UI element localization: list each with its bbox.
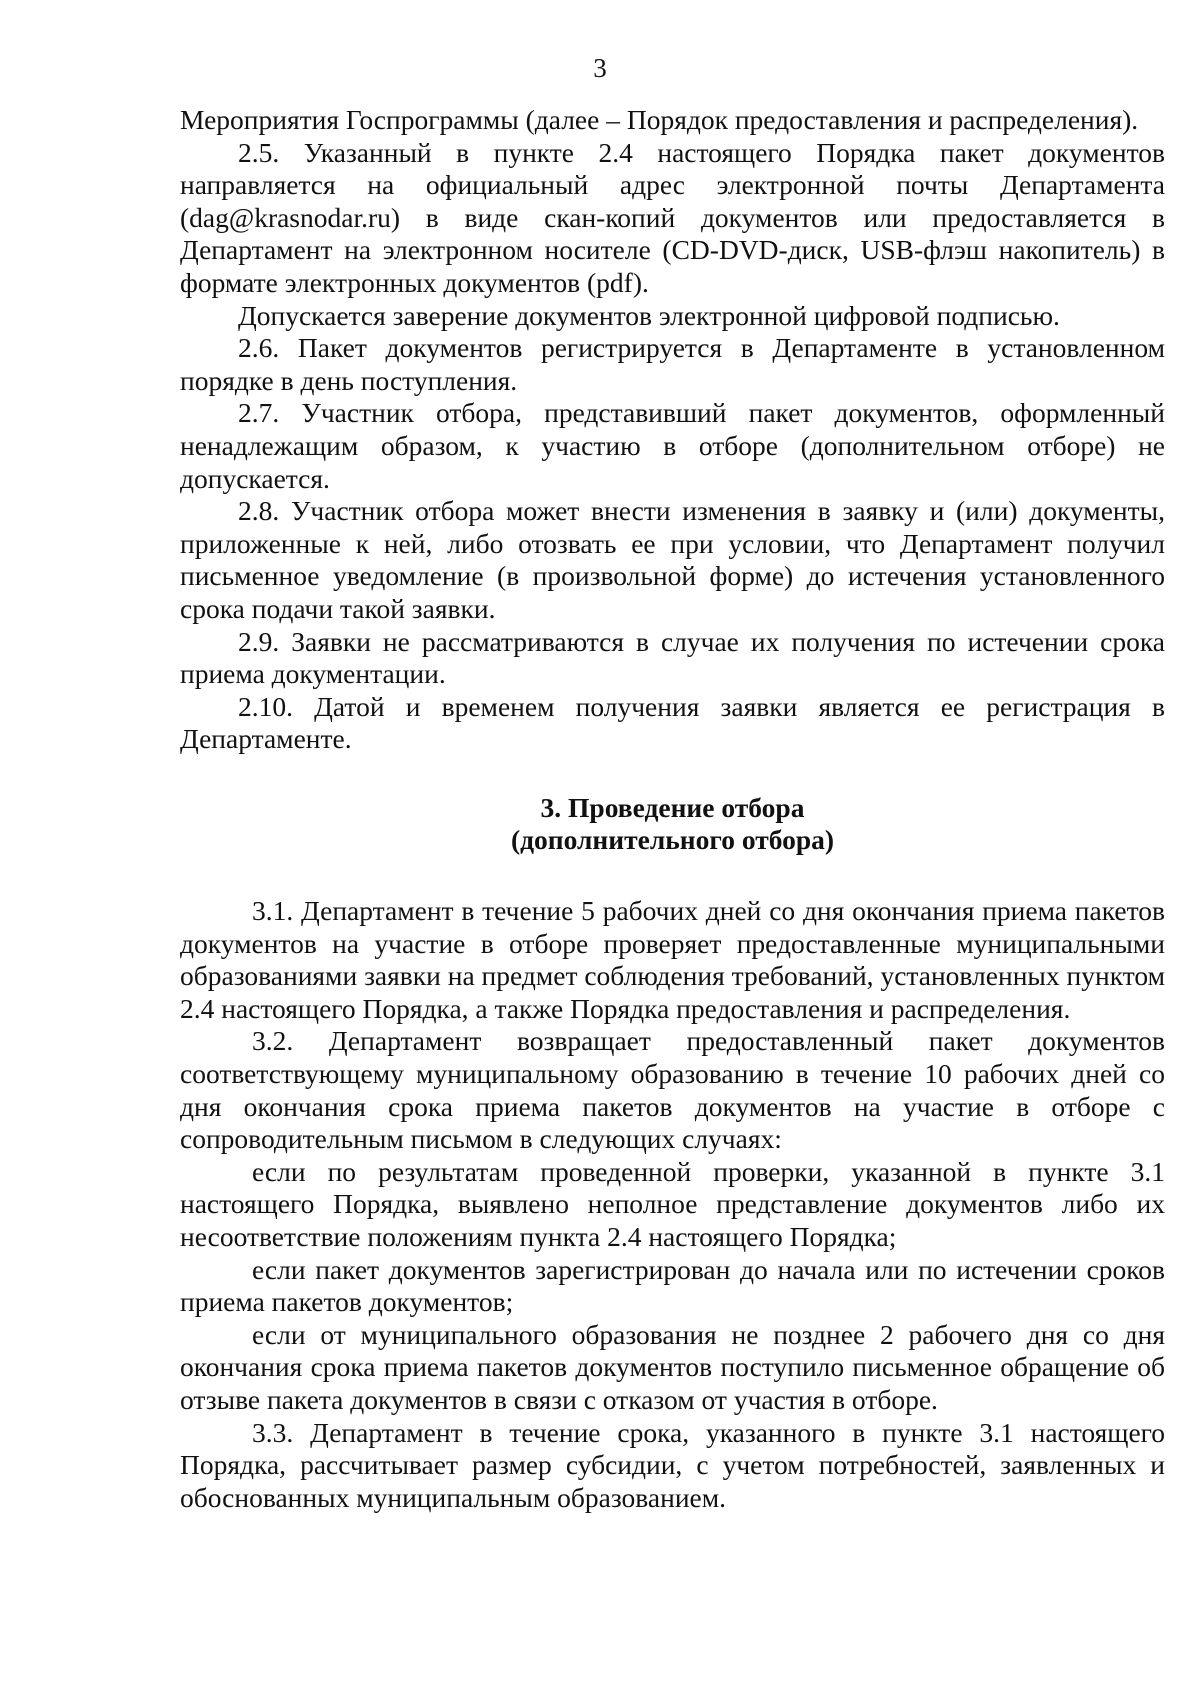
paragraph-case-1: если по результатам проведенной проверки, указанной в пункте 3.1 настоящего Порядка, выявлено неполное представление документов либо их несоответствие положениям пункта 2.4 настоящего Порядка; xyxy=(180,1155,1165,1252)
paragraph-3-3: 3.3. Департамент в течение срока, указанного в пункте 3.1 настоящего Порядка, рассчитывает размер субсидии, с учетом потребностей, заявленных и обоснованных муниципальным образованием. xyxy=(180,1416,1165,1513)
document-body xyxy=(180,104,1165,1514)
page-number: 3 xyxy=(593,53,607,83)
paragraph-case-3: если от муниципального образования не позднее 2 рабочего дня со дня окончания срока приема пакетов документов поступило письменное обращение об отзыве пакета документов в связи с отказом от участия в отборе. xyxy=(180,1318,1165,1415)
paragraph-2-8: 2.8. Участник отбора может внести изменения в заявку и (или) документы, приложенные к ней, либо отозвать ее при условии, что Департамент получил письменное уведомление (в произвольной форме) до истечения установленного срока подачи такой заявки. xyxy=(180,495,1165,624)
paragraph-3-1: 3.1. Департамент в течение 5 рабочих дней со дня окончания приема пакетов документов на участие в отборе проверяет предоставленные муниципальными образованиями заявки на предмет соблюдения требований, установленных пунктом 2.4 настоящего Порядка, а также Порядка предоставления и распределения. xyxy=(180,895,1165,1024)
section-3-heading xyxy=(180,792,1165,857)
paragraph-2-6: 2.6. Пакет документов регистрируется в Департаменте в установленном порядке в день поступления. xyxy=(180,332,1165,396)
paragraph-3-2: 3.2. Департамент возвращает предоставленный пакет документов соответствующему муниципальному образованию в течение 10 рабочих дней со дня окончания срока приема пакетов документов на участие в отборе с сопроводительным письмом в следующих случаях: xyxy=(180,1025,1165,1155)
paragraph-2-7: 2.7. Участник отбора, представивший пакет документов, оформленный ненадлежащим образом, к участию в отборе (дополнительном отборе) не допускается. xyxy=(180,397,1165,494)
paragraph-2-9: 2.9. Заявки не рассматриваются в случае их получения по истечении срока приема документации. xyxy=(180,625,1165,690)
section-3-subtitle: (дополнительного отбора) xyxy=(510,824,835,856)
paragraph-2-10: 2.10. Датой и временем получения заявки является ее регистрация в Департаменте. xyxy=(180,690,1165,755)
section-3-title: 3. Проведение отбора xyxy=(540,791,805,823)
paragraph-digital-signature: Допускается заверение документов электронной цифровой подписью. xyxy=(238,299,1060,331)
paragraph-2-5: 2.5. Указанный в пункте 2.4 настоящего Порядка пакет документов направляется на официальный адрес электронной почты Департамента (dag@krasnodar.ru) в виде скан-копий документов или предоставляется в Департамент на электронном носителе (CD-DVD-диск, USB-флэш накопитель) в формате электронных документов (pdf). xyxy=(180,136,1165,298)
paragraph-case-2: если пакет документов зарегистрирован до начала или по истечении сроков приема пакетов документов; xyxy=(180,1253,1165,1318)
paragraph-continuation: Мероприятия Госпрограммы (далее – Порядок предоставления и распределения). xyxy=(180,104,1139,135)
